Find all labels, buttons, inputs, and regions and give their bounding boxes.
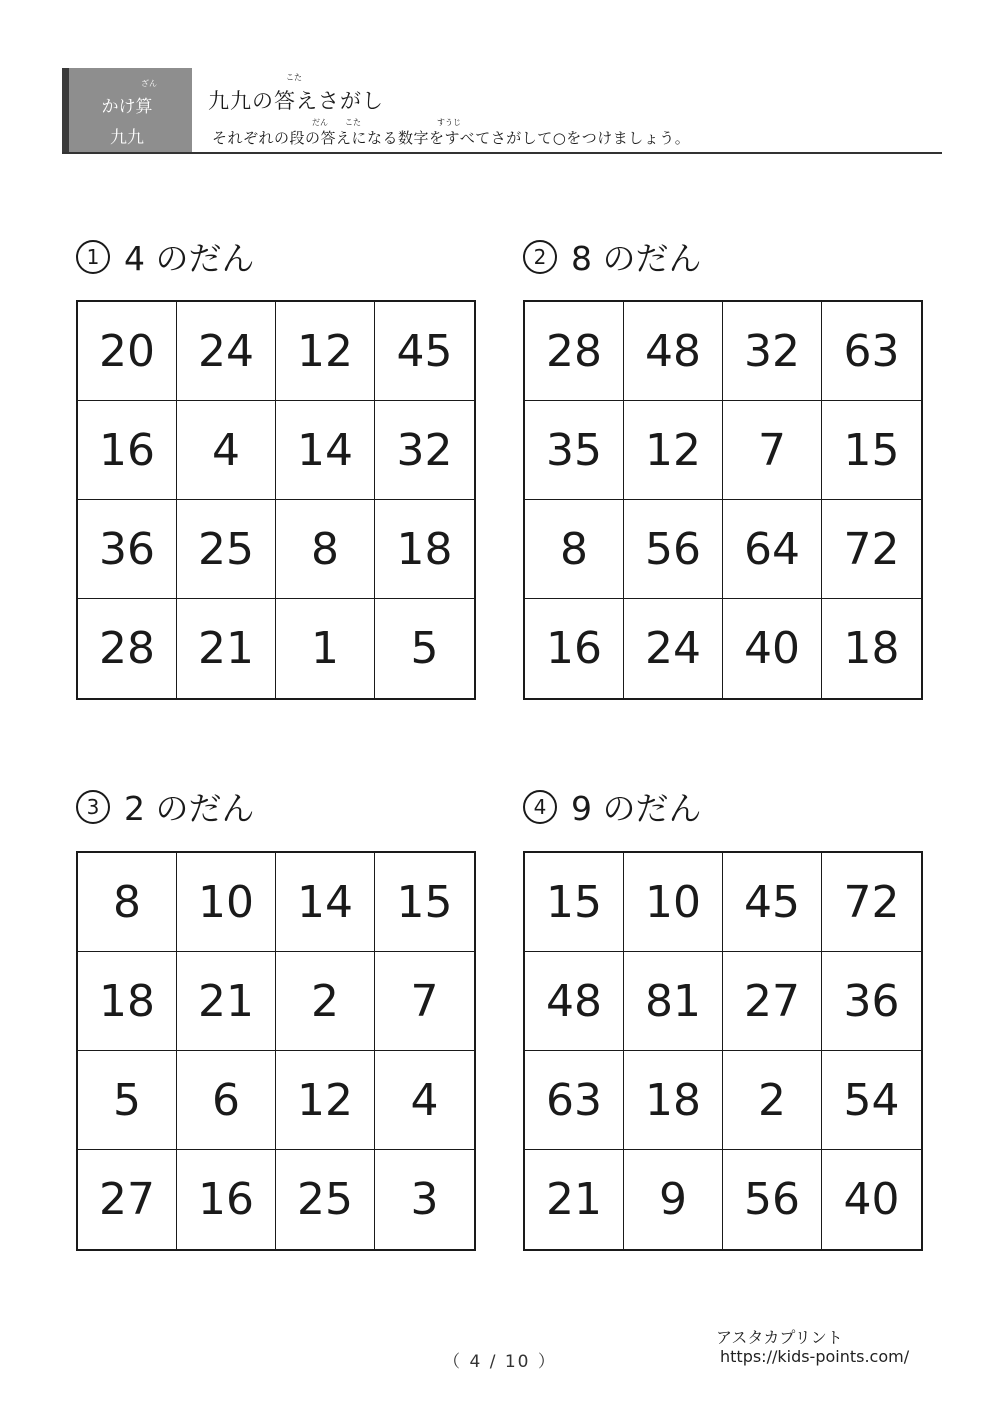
site-url[interactable]: https://kids-points.com/ bbox=[720, 1347, 910, 1366]
grid-cell[interactable]: 16 bbox=[177, 1150, 276, 1249]
ruby-zan: ざん bbox=[141, 79, 157, 88]
grid-cell[interactable]: 36 bbox=[822, 952, 921, 1051]
grid-cell[interactable]: 25 bbox=[276, 1150, 375, 1249]
section-3-title bbox=[76, 783, 255, 830]
grid-cell[interactable]: 8 bbox=[276, 500, 375, 599]
grid-cell[interactable]: 6 bbox=[177, 1051, 276, 1150]
grid-cell[interactable]: 48 bbox=[525, 952, 624, 1051]
grid-cell[interactable]: 18 bbox=[843, 623, 900, 674]
section-number: 1 bbox=[76, 240, 110, 274]
grid-cell[interactable]: 15 bbox=[375, 853, 474, 952]
grid-cell[interactable]: 63 bbox=[822, 302, 921, 401]
grid-cell[interactable]: 12 bbox=[276, 1051, 375, 1150]
header-divider bbox=[62, 152, 942, 154]
grid-cell[interactable]: 9 bbox=[624, 1150, 723, 1249]
grid-cell[interactable]: 45 bbox=[375, 302, 474, 401]
page-number: （ 4 / 10 ） bbox=[443, 1352, 557, 1372]
grid-cell[interactable]: 35 bbox=[525, 401, 624, 500]
section-label: 2 のだん bbox=[124, 789, 255, 828]
grid-cell[interactable]: 21 bbox=[177, 599, 276, 698]
grid-cell[interactable]: 14 bbox=[276, 401, 375, 500]
grid-cell[interactable]: 40 bbox=[843, 1174, 900, 1225]
grid-cell[interactable]: 8 bbox=[78, 853, 177, 952]
number-grid-1 bbox=[76, 300, 476, 700]
site-name: アスタカプリント bbox=[716, 1328, 843, 1347]
grid-cell[interactable]: 21 bbox=[177, 952, 276, 1051]
grid-cell[interactable]: 21 bbox=[525, 1150, 624, 1249]
section-2-title bbox=[523, 233, 702, 280]
grid-cell[interactable]: 10 bbox=[624, 853, 723, 952]
grid-cell[interactable]: 15 bbox=[525, 853, 624, 952]
grid-cell[interactable]: 10 bbox=[177, 853, 276, 952]
grid-cell[interactable]: 15 bbox=[822, 401, 921, 500]
grid-cell[interactable]: 7 bbox=[723, 401, 822, 500]
grid-cell[interactable]: 48 bbox=[624, 302, 723, 401]
grid-cell[interactable]: 72 bbox=[822, 853, 921, 952]
ruby-dan: だん bbox=[312, 118, 328, 127]
grid-cell[interactable]: 32 bbox=[723, 302, 822, 401]
grid-cell[interactable]: 5 bbox=[78, 1051, 177, 1150]
section-number: 4 bbox=[523, 790, 557, 824]
grid-cell[interactable]: 5 bbox=[410, 623, 439, 674]
grid-cell[interactable]: 1 bbox=[276, 599, 375, 698]
grid-cell[interactable]: 3 bbox=[410, 1174, 439, 1225]
grid-cell[interactable]: 2 bbox=[723, 1051, 822, 1150]
grid-cell[interactable]: 63 bbox=[525, 1051, 624, 1150]
grid-cell[interactable]: 56 bbox=[723, 1150, 822, 1249]
grid-cell[interactable]: 45 bbox=[723, 853, 822, 952]
grid-cell[interactable]: 64 bbox=[723, 500, 822, 599]
section-1-title bbox=[76, 233, 255, 280]
grid-cell[interactable]: 4 bbox=[375, 1051, 474, 1150]
grid-cell[interactable]: 16 bbox=[525, 599, 624, 698]
section-label: 4 のだん bbox=[124, 239, 255, 278]
grid-cell[interactable]: 28 bbox=[78, 599, 177, 698]
grid-cell[interactable]: 18 bbox=[624, 1051, 723, 1150]
grid-cell[interactable]: 81 bbox=[624, 952, 723, 1051]
section-label: 8 のだん bbox=[571, 239, 702, 278]
ruby-kotae: こた bbox=[345, 118, 361, 127]
grid-cell[interactable]: 56 bbox=[624, 500, 723, 599]
grid-cell[interactable]: 54 bbox=[822, 1051, 921, 1150]
grid-cell[interactable]: 32 bbox=[375, 401, 474, 500]
grid-cell[interactable]: 12 bbox=[276, 302, 375, 401]
grid-cell[interactable]: 40 bbox=[723, 599, 822, 698]
grid-cell[interactable]: 18 bbox=[375, 500, 474, 599]
grid-cell[interactable]: 20 bbox=[78, 302, 177, 401]
ruby-kotae-title: こた bbox=[286, 73, 302, 82]
category-label: かけ算 bbox=[101, 97, 153, 117]
section-number: 3 bbox=[76, 790, 110, 824]
grid-cell[interactable]: 14 bbox=[276, 853, 375, 952]
section-number: 2 bbox=[523, 240, 557, 274]
grid-cell[interactable]: 7 bbox=[375, 952, 474, 1051]
instruction-text: それぞれの段の答えになる数字をすべてさがして○をつけましょう。 bbox=[212, 129, 691, 147]
grid-cell[interactable]: 24 bbox=[177, 302, 276, 401]
page-title: 九九の答えさがし bbox=[208, 89, 384, 113]
grid-cell[interactable]: 25 bbox=[177, 500, 276, 599]
grid-cell[interactable]: 8 bbox=[525, 500, 624, 599]
grid-cell[interactable]: 24 bbox=[624, 599, 723, 698]
grid-cell[interactable]: 72 bbox=[822, 500, 921, 599]
grid-cell[interactable]: 2 bbox=[276, 952, 375, 1051]
ruby-suuji: すうじ bbox=[437, 118, 461, 127]
number-grid-3 bbox=[76, 851, 476, 1251]
grid-cell[interactable]: 18 bbox=[78, 952, 177, 1051]
grid-cell[interactable]: 12 bbox=[624, 401, 723, 500]
grid-cell[interactable]: 27 bbox=[723, 952, 822, 1051]
number-grid-2 bbox=[523, 300, 923, 700]
grid-cell[interactable]: 16 bbox=[78, 401, 177, 500]
grid-cell[interactable]: 28 bbox=[525, 302, 624, 401]
section-label: 9 のだん bbox=[571, 789, 702, 828]
number-grid-4 bbox=[523, 851, 923, 1251]
subcategory-label: 九九 bbox=[110, 128, 144, 148]
grid-cell[interactable]: 27 bbox=[78, 1150, 177, 1249]
grid-cell[interactable]: 36 bbox=[78, 500, 177, 599]
section-4-title bbox=[523, 783, 702, 830]
grid-cell[interactable]: 4 bbox=[177, 401, 276, 500]
